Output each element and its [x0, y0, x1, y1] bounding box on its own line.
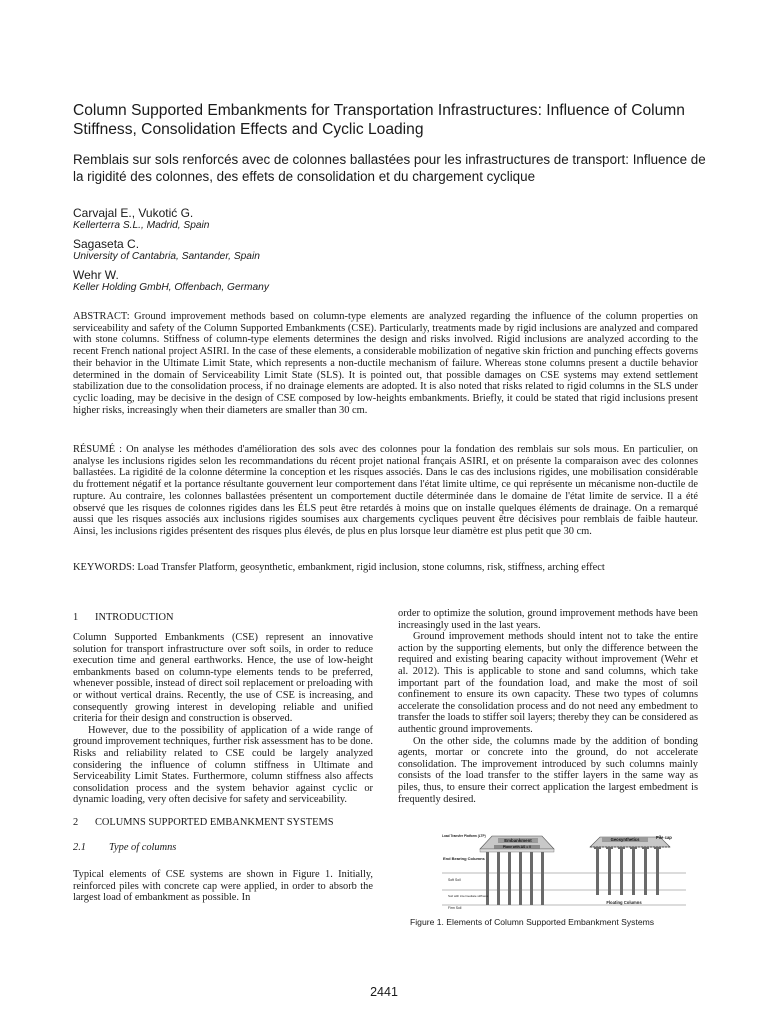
section-number: 2.1 — [73, 842, 86, 853]
section-title: INTRODUCTION — [95, 612, 174, 623]
author-name: Sagaseta C. — [73, 237, 140, 251]
column-element — [519, 852, 522, 905]
section-number: 1 — [73, 612, 79, 623]
paragraph: On the other side, the columns made by the addition of bonding agents, mortar or concrete into the ground, do not accelerate consolidation. The improvement introduced by such columns mainly consists of the load transfer to the stiffer layers in the same way as piles, thus, to ensure their correct application the largest embedment is frequently desired. — [398, 735, 698, 805]
author-name: Carvajal E., Vukotić G. — [73, 206, 194, 220]
subsection-heading — [73, 842, 176, 854]
left-column — [73, 632, 373, 806]
author-affiliation: Kellerterra S.L., Madrid, Spain — [73, 220, 210, 231]
author-affiliation: University of Cantabria, Santander, Spain — [73, 251, 260, 262]
figure-caption: Figure 1. Elements of Column Supported Embankment Systems — [410, 917, 655, 927]
paragraph: Ground improvement methods should intent not to take the entire action by the supporting elements, but only the difference between the required and existing bearing capacity without improvement (Wehr et al. 2012). This is applicable to stone and sand columns, which take important part of the foundation load, and make the most of soil confinement to ensure its own capacity. These two types of columns accelerate the consolidation process and do not need any embedment to transfer the loads to stiffer soil layers; thereby they can be considered as authentic ground improvements. — [398, 631, 698, 735]
firm-soil-label: Firm Soil — [448, 906, 462, 910]
column-element — [644, 849, 647, 895]
keywords: KEYWORDS: Load Transfer Platform, geosynthetic, embankment, rigid inclusion, stone columns, risk, stiffness, arching effect — [73, 562, 605, 573]
paper-subtitle: Remblais sur sols renforcés avec de colonnes ballastées pour les infrastructures de transport: Influence de la rigidité des colonnes, des effets de consolidation et du chargement cyclique — [73, 152, 706, 184]
end-bearing-label: End Bearing Columns — [443, 856, 485, 861]
column-element — [656, 849, 659, 895]
paragraph: order to optimize the solution, ground improvement methods have been increasingly used in the last years. — [398, 608, 698, 631]
page-number: 2441 — [370, 985, 398, 999]
load-transfer-platform — [480, 849, 554, 852]
section-heading — [73, 612, 174, 624]
section-title: COLUMNS SUPPORTED EMBANKMENT SYSTEMS — [95, 817, 334, 828]
pile-cap — [642, 847, 649, 849]
geosynthetics-label: Geosynthetics — [610, 837, 640, 842]
column-element — [541, 852, 544, 905]
author-affiliation: Keller Holding GmbH, Offenbach, Germany — [73, 282, 269, 293]
end-bearing-columns — [486, 852, 544, 905]
pile-cap — [606, 847, 613, 849]
pile-cap — [618, 847, 625, 849]
intermediate-soil-label: Soil with intermediate stiffness — [448, 894, 489, 898]
column-element — [530, 852, 533, 905]
floating-columns-label: Floating Columns — [606, 900, 642, 905]
column-element — [497, 852, 500, 905]
pile-cap — [654, 847, 661, 849]
column-element — [632, 849, 635, 895]
paragraph: Column Supported Embankments (CSE) represent an innovative solution for transport infrastructure over soft soils, in order to reduce execution time and general earthworks. Hence, the use of low-height embankments based on column-type elements tends to be preferred, whenever possible, instead of direct soil replacement or preloading with or without vertical drains. Recently, the use of CSE is increasing, and consequently growing interest in developing reliable and unified criteria for their design and construction is observed. — [73, 632, 373, 725]
abstract-fr: RÉSUMÉ : On analyse les méthodes d'amélioration des sols avec des colonnes pour la fondation des remblais sur sols mous. En particulier, on analyse les inclusions rigides selon les recommandations du récent projet national français ASIRI, et on présente la comparaison avec des colonnes ballastées. La rigidité de la colonne détermine la conception et les risques associés. Dans le cas des inclusions rigides, une mobilisation considérable du frottement négatif et la portance résultante gouvernent leur comportement dans l'état limite ultime, ce qui représente un mécanisme non-ductile de rupture. Au contraire, les colonnes ballastées présentent un comportement ductile déterminée dans le domaine de l'état limite de service. Il a été observé que les risques de colonnes rigides dans les ÉLS peut être retardés à moins que on installe quelques éléments de drainage. On a remarqué aussi que les risques associés aux inclusions rigides soumises aux chargements cycliques peuvent être décisives pour remblais de faible hauteur. Ainsi, les inclusions rigides présentent des risques plus élevés, de plus en plus lorsque leur diamètre est plus petit que 30 cm. — [73, 444, 698, 537]
section-number: 2 — [73, 817, 79, 828]
soft-soil-label: Soft Soil — [448, 878, 461, 882]
right-column — [398, 608, 698, 805]
column-element — [620, 849, 623, 895]
plane-label: Plane with ΔS = 0 — [502, 845, 532, 850]
floating-columns — [594, 847, 661, 895]
column-element — [596, 849, 599, 895]
section-title: Type of columns — [109, 842, 177, 853]
author-name: Wehr W. — [73, 268, 119, 282]
abstract-en: ABSTRACT: Ground improvement methods based on column-type elements are analyzed regarding the influence of the column properties on serviceability and safety of the Column Supported Embankments (CSE). Particularly, treatments made by rigid inclusions are analyzed and compared with stone columns. Stiffness of column-type elements determines the design and risks involved. Rigid inclusions are analyzed according to the recent French national project ASIRI. In the case of these elements, a considerable mobilization of negative skin friction and punching effects governs their behavior in the Ultimate Limit State, which represents a non-ductile mechanism of failure. Whereas stone columns present a ductile behavior determined in the domain of Serviceability Limit State (SLS). It is pointed out, that possible damages on CSE systems may extend settlement stabilization due to the consolidation process, if no drainage elements are adopted. It is also noted that risks related to rigid columns in the SLS under cyclic loading, may be decisive in the design of CSE composed by low-heights embankments. Briefly, it could be stated that rigid inclusions present higher risks, increasingly when their diameters are smaller than 30 cm. — [73, 311, 698, 416]
paragraph: Typical elements of CSE systems are shown in Figure 1. Initially, reinforced piles with concrete cap were applied, in order to absorb the largest load of embankment as possible. In — [73, 869, 373, 904]
embankment-label: Embankment — [504, 838, 532, 843]
column-element — [608, 849, 611, 895]
section-heading — [73, 817, 334, 829]
pile-cap — [594, 847, 601, 849]
paper-title: Column Supported Embankments for Transportation Infrastructures: Influence of Column Stiffness, Consolidation Effects and Cyclic Loading — [73, 102, 685, 138]
figure-cse-elements — [442, 833, 686, 911]
column-element — [508, 852, 511, 905]
pile-cap-label: Pile cap — [656, 835, 672, 840]
paragraph: However, due to the possibility of application of a wide range of ground improvement techniques, further risk assessment has to be done. Risks and reliability related to CSE could be largely analyzed considering the influence of column stiffness in Ultimate and Serviceability Limit States. Furthermore, column stiffness also affects consolidation process and the system behavior against cyclic or dynamic loading, very often decisive for safety and serviceability. — [73, 724, 373, 806]
left-column-continued — [73, 869, 373, 904]
pile-cap — [630, 847, 637, 849]
ltp-label: Load Transfer Platform (LTP) — [442, 834, 486, 838]
